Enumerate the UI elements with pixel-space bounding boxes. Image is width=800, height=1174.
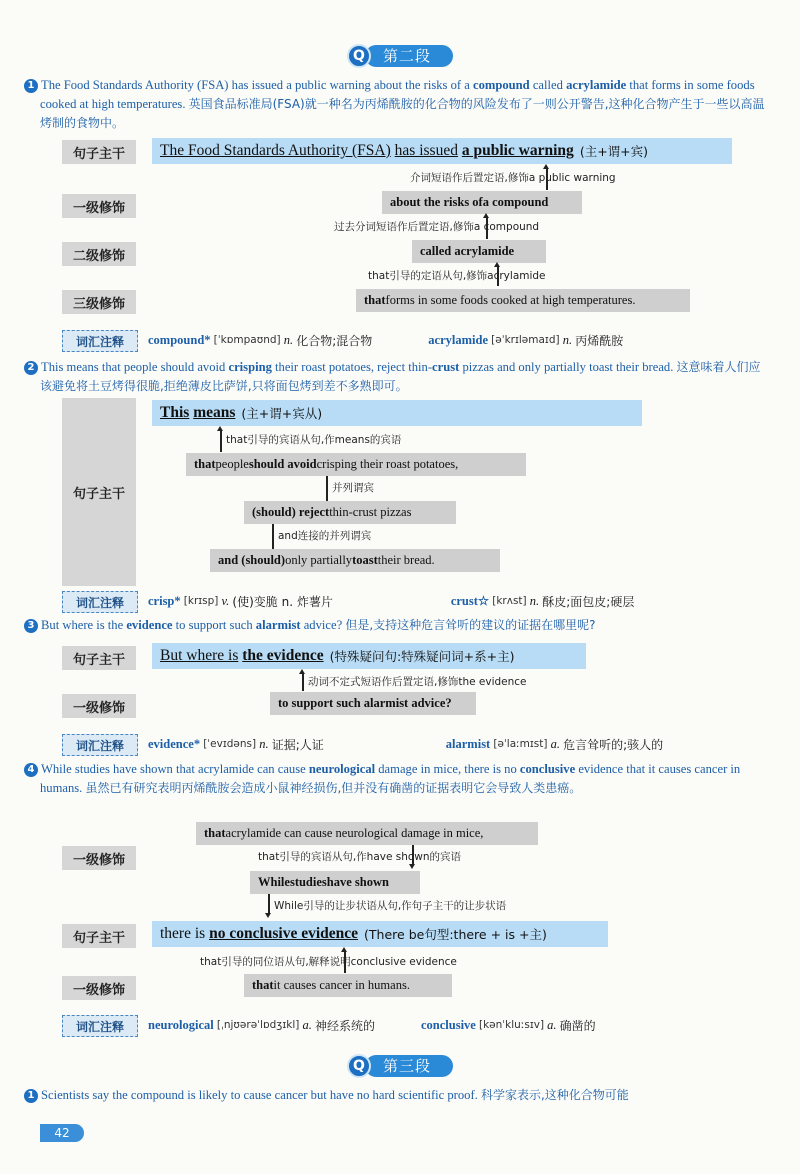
annotation: that引导的宾语从句,作have shown的宾语: [258, 851, 462, 863]
label-main: 句子主干: [62, 924, 136, 948]
modifier-3: that forms in some foods cooked at high temperatures.: [356, 289, 690, 312]
sentence-number: 1: [24, 79, 38, 93]
label-main: 句子主干: [62, 646, 136, 670]
search-q-icon: Q: [347, 1054, 371, 1078]
label-main: 句子主干: [62, 140, 136, 164]
main-clause-1: The Food Standards Authority (FSA) has issued a public warning (主+谓+宾): [152, 138, 732, 164]
section-title: 第二段: [365, 45, 453, 67]
annotation: that引导的定语从句,修饰acrylamide: [368, 270, 546, 282]
annotation: 过去分词短语作后置定语,修饰a compound: [334, 221, 540, 233]
sentence-3: 3 But where is the evidence to support such alarmist advice? 但是,支持这种危言耸听的建议的证据在哪里呢?: [40, 616, 772, 635]
vocab-row: evidence* [ˈevɪdəns] n. 证据;人证 alarmist [əˈlaːmɪst] a. 危言耸听的;骇人的: [148, 736, 664, 752]
sentence-number: 4: [24, 763, 38, 777]
translation: 虽然已有研究表明丙烯酰胺会造成小鼠神经损伤,但并没有确凿的证据表明它会导致人类患癌。: [85, 781, 582, 795]
label-level2: 二级修饰: [62, 242, 136, 266]
object-clause: that acrylamide can cause neurological damage in mice,: [196, 822, 538, 845]
annotation: 并列谓宾: [332, 482, 374, 494]
parallel-predicate-2: and (should) only partially toast their bread.: [210, 549, 500, 572]
label-level1: 一级修饰: [62, 976, 136, 1000]
sentence-2: 2 This means that people should avoid crisping their roast potatoes, reject thin-crust pizzas and only partially toast their bread. 这意味着人们应该避免将土豆烤得很脆,拒绝薄皮比萨饼,只将面包烤到差不多熟即可。: [40, 358, 772, 396]
annotation: While引导的让步状语从句,作句子主干的让步状语: [274, 900, 507, 912]
arrow-icon: [220, 430, 222, 452]
concession-clause: While studies have shown: [250, 871, 420, 894]
section-header-3: [347, 1054, 453, 1078]
translation: 这意味着人们应该避免将土豆烤得很脆,拒绝薄皮比萨饼,只将面包烤到差不多熟即可。: [40, 360, 761, 393]
label-level1: 一级修饰: [62, 194, 136, 218]
main-clause-3: But where is the evidence (特殊疑问句:特殊疑问词+系+主): [152, 643, 586, 669]
search-q-icon: Q: [347, 44, 371, 68]
label-main: 句子主干: [62, 398, 136, 586]
section-title: 第三段: [365, 1055, 453, 1077]
annotation: 动词不定式短语作后置定语,修饰the evidence: [308, 676, 527, 688]
sentence-5: 1 Scientists say the compound is likely to cause cancer but have no hard scientific proof. 科学家表示,这种化合物可能: [40, 1086, 772, 1105]
vocab-row: crisp* [krɪsp] v. (使)变脆 n. 炸薯片 crust☆ [krʌst] n. 酥皮;面包皮;硬层: [148, 593, 635, 609]
sentence-number: 3: [24, 619, 38, 633]
vocab-label: 词汇注释: [62, 591, 138, 613]
modifier-1: about the risks of a compound: [382, 191, 582, 214]
annotation: that引导的同位语从句,解释说明conclusive evidence: [200, 956, 457, 968]
label-level1: 一级修饰: [62, 846, 136, 870]
vocab-label: 词汇注释: [62, 1015, 138, 1037]
connector-line: [272, 524, 274, 549]
modifier-1: to support such alarmist advice?: [270, 692, 476, 715]
vocab-row: compound* [ˈkɒmpaʊnd] n. 化合物;混合物 acrylamide [əˈkrɪləmaɪd] n. 丙烯酰胺: [148, 332, 624, 348]
translation: 科学家表示,这种化合物可能: [480, 1088, 629, 1102]
arrow-icon: [268, 894, 270, 914]
main-clause-4: there is no conclusive evidence (There be句型:there + is +主): [152, 921, 608, 947]
label-level3: 三级修饰: [62, 290, 136, 314]
translation: 英国食品标准局(FSA)就一种名为丙烯酰胺的化合物的风险发布了一则公开警告,这种化合物产生于一些以高温烤制的食物中。: [40, 97, 765, 130]
section-header-2: [347, 44, 453, 68]
vocab-label: 词汇注释: [62, 330, 138, 352]
appositive-clause: that it causes cancer in humans.: [244, 974, 452, 997]
sentence-number: 2: [24, 361, 38, 375]
vocab-row: neurological [ˌnjʊərəˈlɒdʒɪkl] a. 神经系统的 conclusive [kənˈkluːsɪv] a. 确凿的: [148, 1017, 596, 1033]
sentence-number: 1: [24, 1089, 38, 1103]
arrow-icon: [302, 673, 304, 691]
sentence-1: 1 The Food Standards Authority (FSA) has issued a public warning about the risks of a compound called acrylamide that forms in some foods cooked at high temperatures. 英国食品标准局(FSA)就一种名为丙烯酰胺的化合物的风险发布了一则公开警告,这种化合物产生于一些以高温烤制的食物中。: [40, 76, 772, 133]
modifier-2: called acrylamide: [412, 240, 546, 263]
translation: 但是,支持这种危言耸听的建议的证据在哪里呢?: [345, 618, 596, 632]
sentence-4: 4 While studies have shown that acrylamide can cause neurological damage in mice, there is no conclusive evidence that it causes cancer in humans. 虽然已有研究表明丙烯酰胺会造成小鼠神经损伤,但并没有确凿的证据表明它会导致人类患癌。: [40, 760, 772, 798]
label-level1: 一级修饰: [62, 694, 136, 718]
vocab-label: 词汇注释: [62, 734, 138, 756]
annotation: 介词短语作后置定语,修饰a public warning: [410, 172, 616, 184]
connector-line: [326, 476, 328, 501]
annotation: that引导的宾语从句,作means的宾语: [226, 434, 402, 446]
main-clause-2: This means (主+谓+宾从): [152, 400, 642, 426]
annotation: and连接的并列谓宾: [278, 530, 372, 542]
page-number: 42: [40, 1124, 84, 1142]
parallel-predicate-1: (should) reject thin-crust pizzas: [244, 501, 456, 524]
object-clause: that people should avoid crisping their roast potatoes,: [186, 453, 526, 476]
